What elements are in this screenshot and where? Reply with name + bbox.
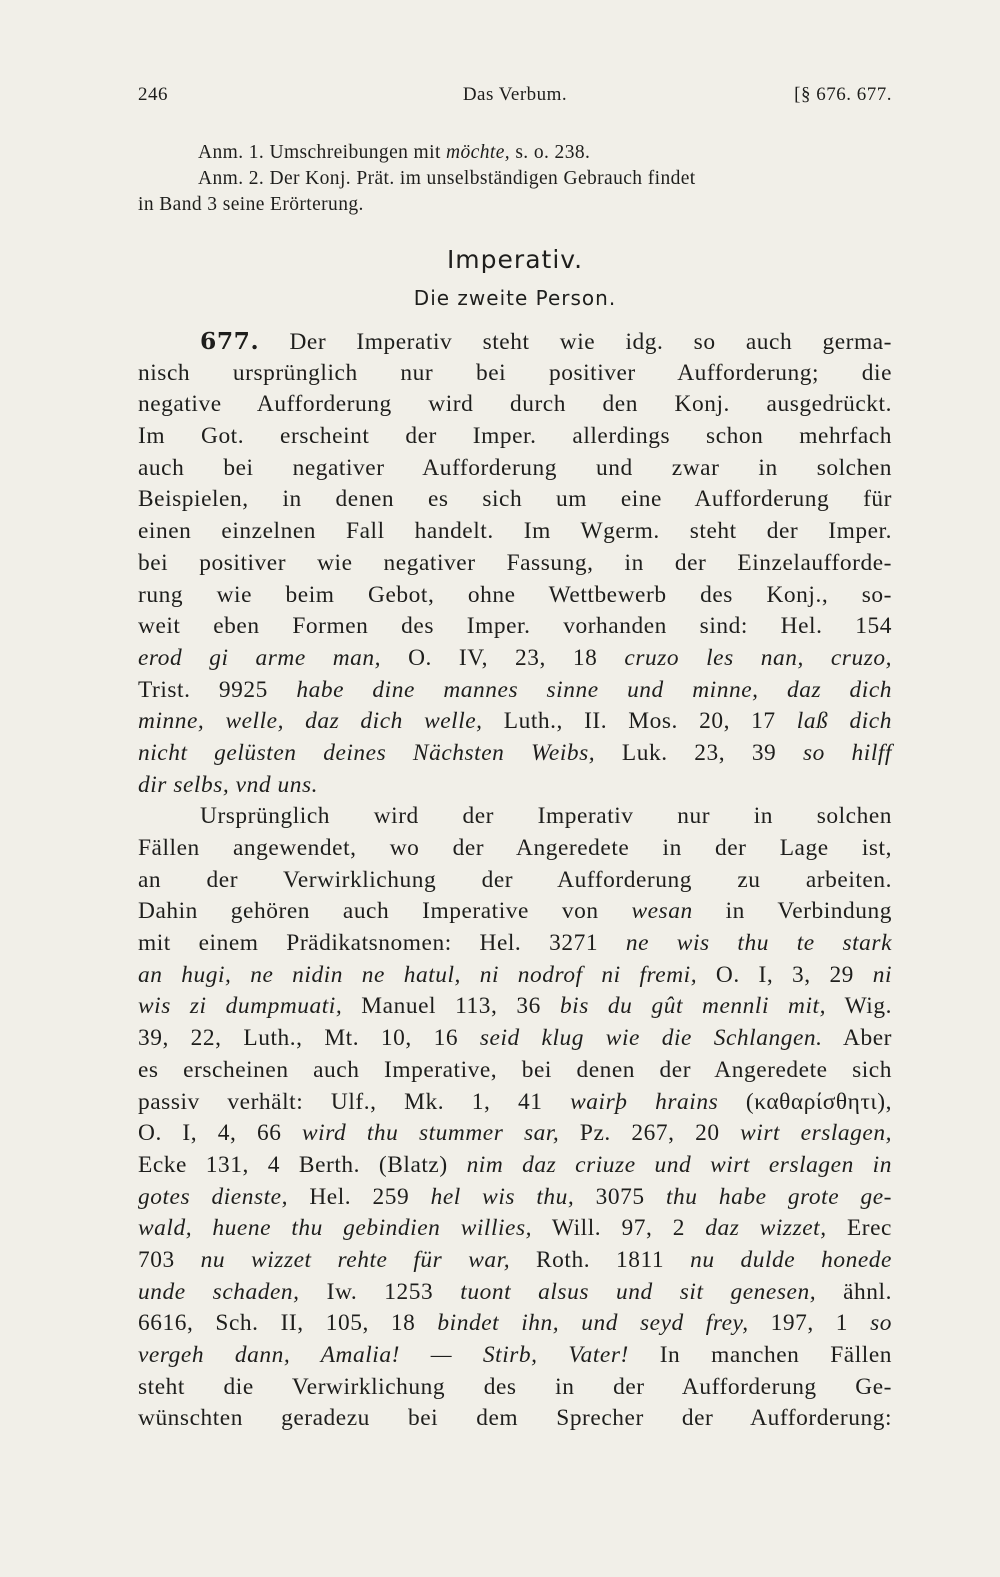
text-line: dir selbs, vnd uns. <box>138 771 319 798</box>
text-line: wald, huene thu gebindien willies, Will. 97, 2 daz wizzet, Erec <box>138 1215 892 1242</box>
text-line: Ursprünglich wird der Imperativ nur in solchen <box>200 803 892 830</box>
text-line: Im Got. erscheint der Imper. allerdings schon mehrfach <box>138 423 892 450</box>
text-line: negative Aufforderung wird durch den Konj. ausgedrückt. <box>138 391 892 418</box>
text-line: an hugi, ne nidin ne hatul, ni nodrof ni fremi, O. I, 3, 29 ni <box>138 961 893 988</box>
text-line: wis zi dumpmuati, Manuel 113, 36 bis du gût mennli mit, Wig. <box>138 993 892 1020</box>
text-line: passiv verhält: Ulf., Mk. 1, 41 wairþ hrains (καθαρίσθητι), <box>138 1088 892 1115</box>
subsection-heading: Die zweite Person. <box>413 286 617 310</box>
text-line: Trist. 9925 habe dine mannes sinne und minne, daz dich <box>138 676 892 703</box>
text-line: nisch ursprünglich nur bei positiver Aufforderung; die <box>138 359 892 386</box>
text-line: 39, 22, Luth., Mt. 10, 16 seid klug wie die Schlangen. Aber <box>138 1025 892 1052</box>
annotations <box>138 140 892 218</box>
section-reference: [§ 676. 677. <box>794 84 892 105</box>
text-line: nicht gelüsten deines Nächsten Weibs, Luk. 23, 39 so hilff <box>138 739 892 766</box>
text-line: vergeh dann, Amalia! — Stirb, Vater! In manchen Fällen <box>138 1342 892 1368</box>
text-line: steht die Verwirklichung des in der Aufforderung Ge- <box>138 1373 892 1400</box>
annotation-2-line2: in Band 3 seine Erörterung. <box>138 194 364 215</box>
text-line: rung wie beim Gebot, ohne Wettbewerb des Konj., so- <box>138 581 892 608</box>
main-text <box>138 326 892 1435</box>
text-line: erod gi arme man, O. IV, 23, 18 cruzo les nan, cruzo, <box>138 644 892 671</box>
text-line: wünschten geradezu bei dem Sprecher der Aufforderung: <box>138 1405 892 1432</box>
text-line: gotes dienste, Hel. 259 hel wis thu, 3075 thu habe grote ge- <box>138 1183 893 1210</box>
annotation-1 <box>138 140 892 166</box>
annotation-1-label: Anm. 1. <box>198 142 265 163</box>
text-line: einen einzelnen Fall handelt. Im Wgerm. steht der Imper. <box>138 518 892 545</box>
page-number: 246 <box>138 84 168 105</box>
text-line: mit einem Prädikatsnomen: Hel. 3271 ne wis thu te stark <box>138 930 893 957</box>
annotation-2 <box>138 166 892 192</box>
text-line: Fällen angewendet, wo der Angeredete in der Lage ist, <box>138 835 892 861</box>
text-line: es erscheinen auch Imperative, bei denen der Angeredete sich <box>138 1056 892 1083</box>
text-line: Dahin gehören auch Imperative von wesan in Verbindung <box>138 898 893 925</box>
text-line: unde schaden, Iw. 1253 tuont alsus und sit genesen, ähnl. <box>138 1278 892 1305</box>
text-line: weit eben Formen des Imper. vorhanden sind: Hel. 154 <box>138 613 892 640</box>
paragraph-number: 677. <box>200 327 260 355</box>
text-line: auch bei negativer Aufforderung und zwar in solchen <box>138 454 892 481</box>
text-line: O. I, 4, 66 wird thu stummer sar, Pz. 267, 20 wirt erslagen, <box>138 1120 892 1147</box>
text-line: 677. Der Imperativ steht wie idg. so auch germa- <box>200 327 892 355</box>
running-title: Das Verbum. <box>462 84 568 105</box>
annotation-2-text-line1: Der Konj. Prät. im unselbständigen Gebrauch findet <box>269 168 696 189</box>
text-line: Beispielen, in denen es sich um eine Aufforderung für <box>138 486 892 513</box>
section-heading: Imperativ. <box>446 245 584 274</box>
text-line: bei positiver wie negativer Fassung, in der Einzelaufforde- <box>138 549 892 576</box>
text-line: 6616, Sch. II, 105, 18 bindet ihn, und seyd frey, 197, 1 so <box>138 1310 893 1337</box>
text-line: Ecke 131, 4 Berth. (Blatz) nim daz criuze und wirt erslagen in <box>138 1151 892 1178</box>
text-line: minne, welle, daz dich welle, Luth., II. Mos. 20, 17 laß dich <box>138 708 892 735</box>
text-line: 703 nu wizzet rehte für war, Roth. 1811 nu dulde honede <box>138 1246 892 1273</box>
annotation-1-text: Umschreibungen mit möchte, s. o. 238. <box>269 142 591 163</box>
running-head <box>138 84 892 114</box>
text-line: an der Verwirklichung der Aufforderung zu arbeiten. <box>138 866 892 893</box>
annotation-2-label: Anm. 2. <box>198 168 265 189</box>
